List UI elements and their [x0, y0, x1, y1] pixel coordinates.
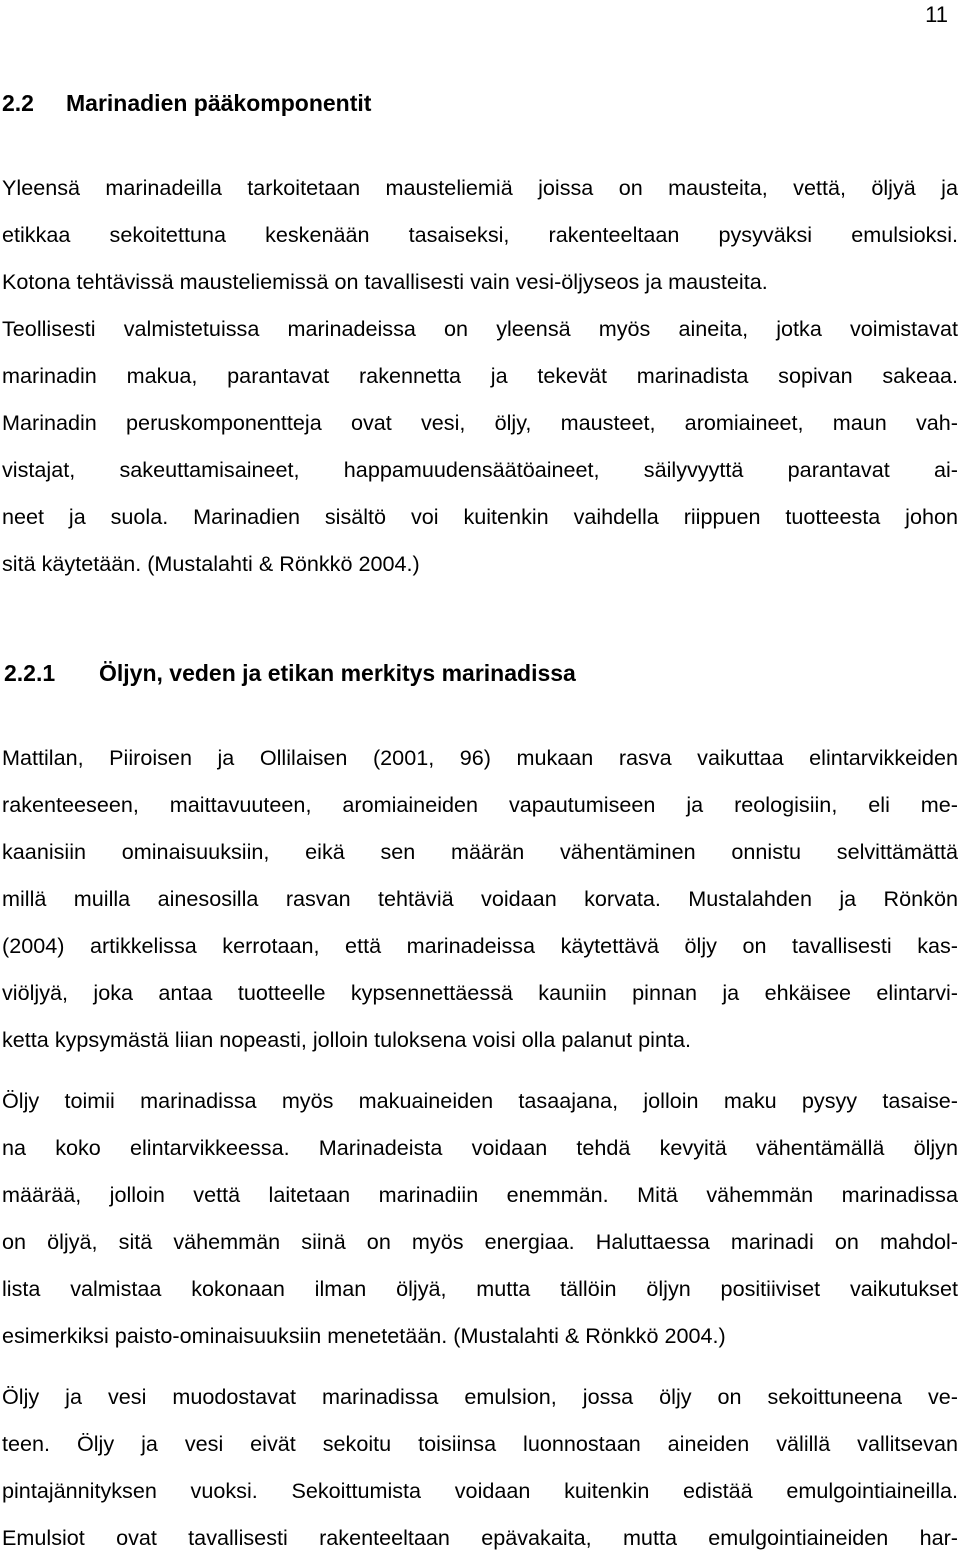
paragraph-line: Öljy toimii marinadissa myös makuaineiden tasaajana, jolloin maku pysyy tasaise-	[2, 1088, 958, 1113]
paragraph-line: määrää, jolloin vettä laitetaan marinadiin enemmän. Mitä vähemmän marinadissa	[2, 1182, 958, 1207]
subsection-paragraph-2	[2, 1077, 958, 1359]
section-heading	[2, 89, 371, 117]
paragraph-line: Emulsiot ovat tavallisesti rakenteeltaan epävakaita, mutta emulgointiaineiden har-	[2, 1525, 958, 1550]
paragraph-line: etikkaa sekoitettuna keskenään tasaiseksi, rakenteeltaan pysyväksi emulsioksi.	[2, 222, 958, 247]
paragraph-line: rakenteeseen, maittavuuteen, aromiaineiden vapautumiseen ja reologisiin, eli me-	[2, 792, 958, 817]
section-number: 2.2	[2, 90, 34, 116]
paragraph-line: Kotona tehtävissä mausteliemissä on tavallisesti vain vesi-öljyseos ja mausteita.	[2, 269, 768, 294]
paragraph-line: viöljyä, joka antaa tuotteelle kypsennettäessä kauniin pinnan ja ehkäisee elintarvi-	[2, 980, 958, 1005]
paragraph-line: Yleensä marinadeilla tarkoitetaan mausteliemiä joissa on mausteita, vettä, öljyä ja	[2, 175, 958, 200]
paragraph-line: kaanisiin ominaisuuksiin, eikä sen määrän vähentäminen onnistu selvittämättä	[2, 839, 958, 864]
paragraph-line: millä muilla ainesosilla rasvan tehtäviä voidaan korvata. Mustalahden ja Rönkön	[2, 886, 958, 911]
paragraph-line: na koko elintarvikkeessa. Marinadeista voidaan tehdä kevyitä vähentämällä öljyn	[2, 1135, 958, 1160]
paragraph-line: on öljyä, sitä vähemmän siinä on myös energiaa. Haluttaessa marinadi on mahdol-	[2, 1229, 958, 1254]
paragraph-line: (2004) artikkelissa kerrotaan, että marinadeissa käytettävä öljy on tavallisesti kas-	[2, 933, 958, 958]
paragraph-line: esimerkiksi paisto-ominaisuuksiin menetetään. (Mustalahti & Rönkkö 2004.)	[2, 1323, 726, 1348]
subsection-title: Öljyn, veden ja etikan merkitys marinadissa	[99, 660, 576, 686]
paragraph-line: vistajat, sakeuttamisaineet, happamuudensäätöaineet, säilyvyyttä parantavat ai-	[2, 457, 958, 482]
paragraph-line: Teollisesti valmistetuissa marinadeissa on yleensä myös aineita, jotka voimistavat	[2, 316, 958, 341]
paragraph-line: marinadin makua, parantavat rakennetta ja tekevät marinadista sopivan sakeaa.	[2, 363, 958, 388]
subsection-paragraph-3	[2, 1373, 958, 1561]
paragraph-line: Marinadin peruskomponentteja ovat vesi, öljy, mausteet, aromiaineet, maun vah-	[2, 410, 958, 435]
paragraph-line: ketta kypsymästä liian nopeasti, jolloin tuloksena voisi olla palanut pinta.	[2, 1027, 691, 1052]
paragraph-line: Mattilan, Piiroisen ja Ollilaisen (2001, 96) mukaan rasva vaikuttaa elintarvikkeiden	[2, 745, 958, 770]
section-title: Marinadien pääkomponentit	[66, 90, 372, 116]
subsection-number: 2.2.1	[4, 660, 56, 686]
subsection-paragraph-1	[2, 734, 958, 1063]
paragraph-line: Öljy ja vesi muodostavat marinadissa emulsion, jossa öljy on sekoittuneena ve-	[2, 1384, 958, 1409]
paragraph-line: pintajännityksen vuoksi. Sekoittumista voidaan kuitenkin edistää emulgointiaineilla.	[2, 1478, 958, 1503]
paragraph-line: sitä käytetään. (Mustalahti & Rönkkö 2004.)	[2, 551, 420, 576]
paragraph-line: teen. Öljy ja vesi eivät sekoitu toisiinsa luonnostaan aineiden välillä vallitsevan	[2, 1431, 958, 1456]
section-paragraph	[2, 164, 958, 587]
paragraph-line: lista valmistaa kokonaan ilman öljyä, mutta tällöin öljyn positiiviset vaikutukset	[2, 1276, 958, 1301]
subsection-heading	[4, 659, 576, 687]
page-number: 11	[925, 2, 948, 27]
paragraph-line: neet ja suola. Marinadien sisältö voi kuitenkin vaihdella riippuen tuotteesta johon	[2, 504, 958, 529]
